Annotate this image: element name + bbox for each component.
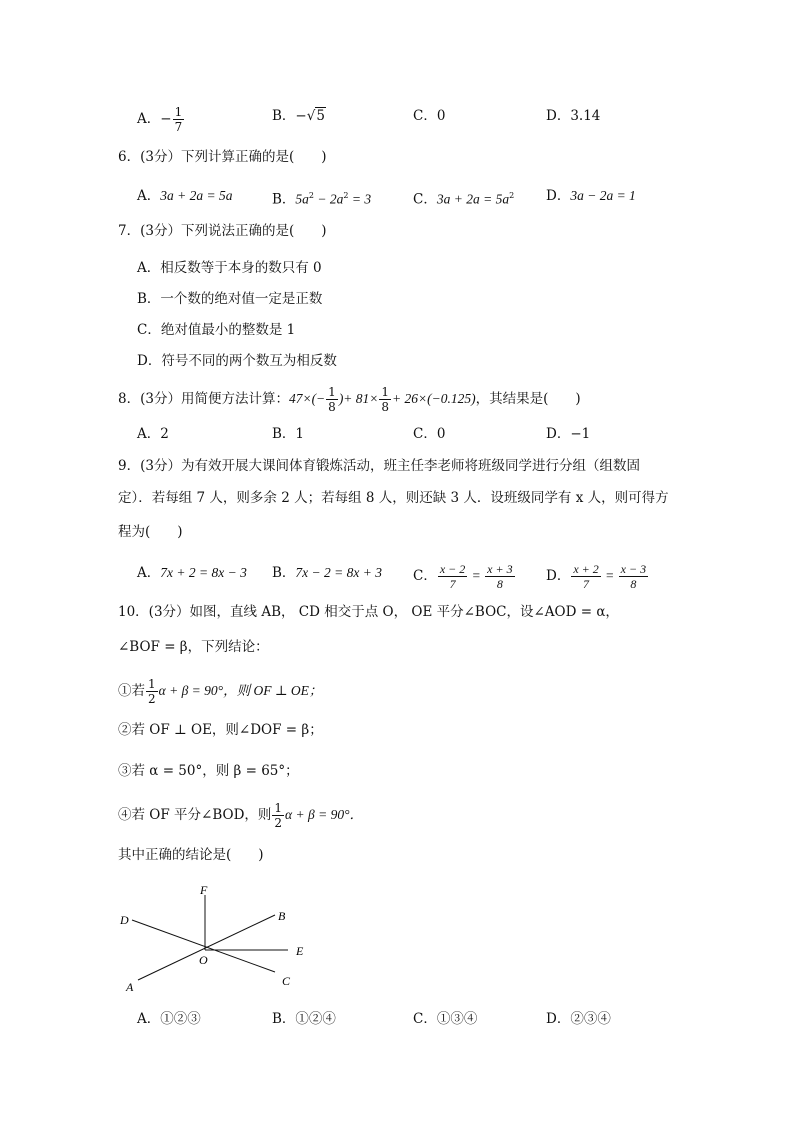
q9-option-d: D． $\frac{x + 2}{7}$ = $\frac{x - 3}{8}$ bbox=[546, 562, 647, 591]
q7-option-a: A．相反数等于本身的数只有 0 bbox=[137, 260, 322, 276]
q10-option-d: D．②③④ bbox=[546, 1011, 611, 1027]
q6-option-a: A．3a + 2a = 5a bbox=[137, 188, 233, 204]
q8-option-b: B．1 bbox=[272, 426, 305, 442]
q9-option-b: B．7x − 2 = 8x + 3 bbox=[272, 565, 382, 581]
label-f: F bbox=[200, 883, 208, 897]
label-d: D bbox=[120, 913, 129, 927]
q5-option-c: C．0 bbox=[413, 108, 446, 124]
label-o: O bbox=[199, 953, 208, 967]
q5-option-d: D．3.14 bbox=[546, 108, 601, 124]
q10-conclusion-4: ④若 OF 平分∠BOD，则 $\frac{1}{2}$ α + β = 90°． bbox=[118, 801, 363, 830]
q10-conclusion-3: ③若 α = 50°，则 β = 65°； bbox=[118, 763, 299, 779]
q9-stem-line2: 定）．若每组 7 人，则多余 2 人；若每组 8 人，则还缺 3 人．设班级同学有 x 人，则可得方 bbox=[118, 490, 669, 506]
q10-option-a: A．①②③ bbox=[137, 1011, 201, 1027]
q7-option-b: B．一个数的绝对值一定是正数 bbox=[137, 291, 323, 307]
q10-stem-line1: 10．(3分）如图，直线 AB， CD 相交于点 O， OE 平分∠BOC，设∠AOD = α， bbox=[118, 604, 619, 620]
label-b: B bbox=[278, 909, 286, 923]
q9-stem-line1: 9．(3分）为有效开展大课间体育锻炼活动，班主任李老师将班级同学进行分组（组数固 bbox=[118, 458, 640, 474]
q9-option-a: A．7x + 2 = 8x − 3 bbox=[137, 565, 247, 581]
q9-stem-line3: 程为( ) bbox=[118, 524, 183, 540]
q10-question: 其中正确的结论是( ) bbox=[118, 847, 264, 863]
q6-option-c: C．$3a + 2a = 5a^2$ bbox=[413, 191, 515, 208]
q10-conclusion-1: ①若 $\frac{1}{2}$ α + β = 90°，则 OF ⊥ OE； bbox=[118, 677, 323, 706]
q6-option-b: B．$5a^2 - 2a^2 = 3$ bbox=[272, 191, 372, 208]
q7-option-c: C．绝对值最小的整数是 1 bbox=[137, 322, 296, 338]
q8-option-d: D．−1 bbox=[546, 426, 591, 442]
label-c: C bbox=[282, 974, 291, 988]
q10-conclusion-2: ②若 OF ⊥ OE，则∠DOF = β； bbox=[118, 722, 323, 738]
q10-option-b: B．①②④ bbox=[272, 1011, 336, 1027]
q9-option-c: C． $\frac{x - 2}{7}$ = $\frac{x + 3}{8}$ bbox=[413, 562, 513, 591]
q7-option-d: D．符号不同的两个数互为相反数 bbox=[137, 353, 337, 369]
q10-option-c: C．①③④ bbox=[413, 1011, 478, 1027]
q7-stem: 7．(3分）下列说法正确的是( ) bbox=[118, 223, 327, 239]
label-e: E bbox=[296, 944, 304, 958]
q8-option-c: C．0 bbox=[413, 426, 446, 442]
q5-option-a: A．− $\frac{1}{7}$ bbox=[137, 105, 183, 134]
q8-option-a: A．2 bbox=[137, 426, 169, 442]
q10-stem-line2: ∠BOF = β，下列结论： bbox=[118, 639, 269, 655]
q6-stem: 6．(3分）下列计算正确的是( ) bbox=[118, 149, 327, 165]
q8-stem: 8．(3分）用简便方法计算：47×(− $\frac{1}{8}$ )+ 81× $\frac{1}{8}$ + 26×(−0.125)，其结果是( ) bbox=[118, 385, 581, 414]
q10-figure bbox=[110, 875, 330, 1000]
label-a: A bbox=[126, 980, 134, 994]
q5-option-b: B．−√5 bbox=[272, 108, 325, 124]
q6-option-d: D．3a − 2a = 1 bbox=[546, 188, 636, 204]
